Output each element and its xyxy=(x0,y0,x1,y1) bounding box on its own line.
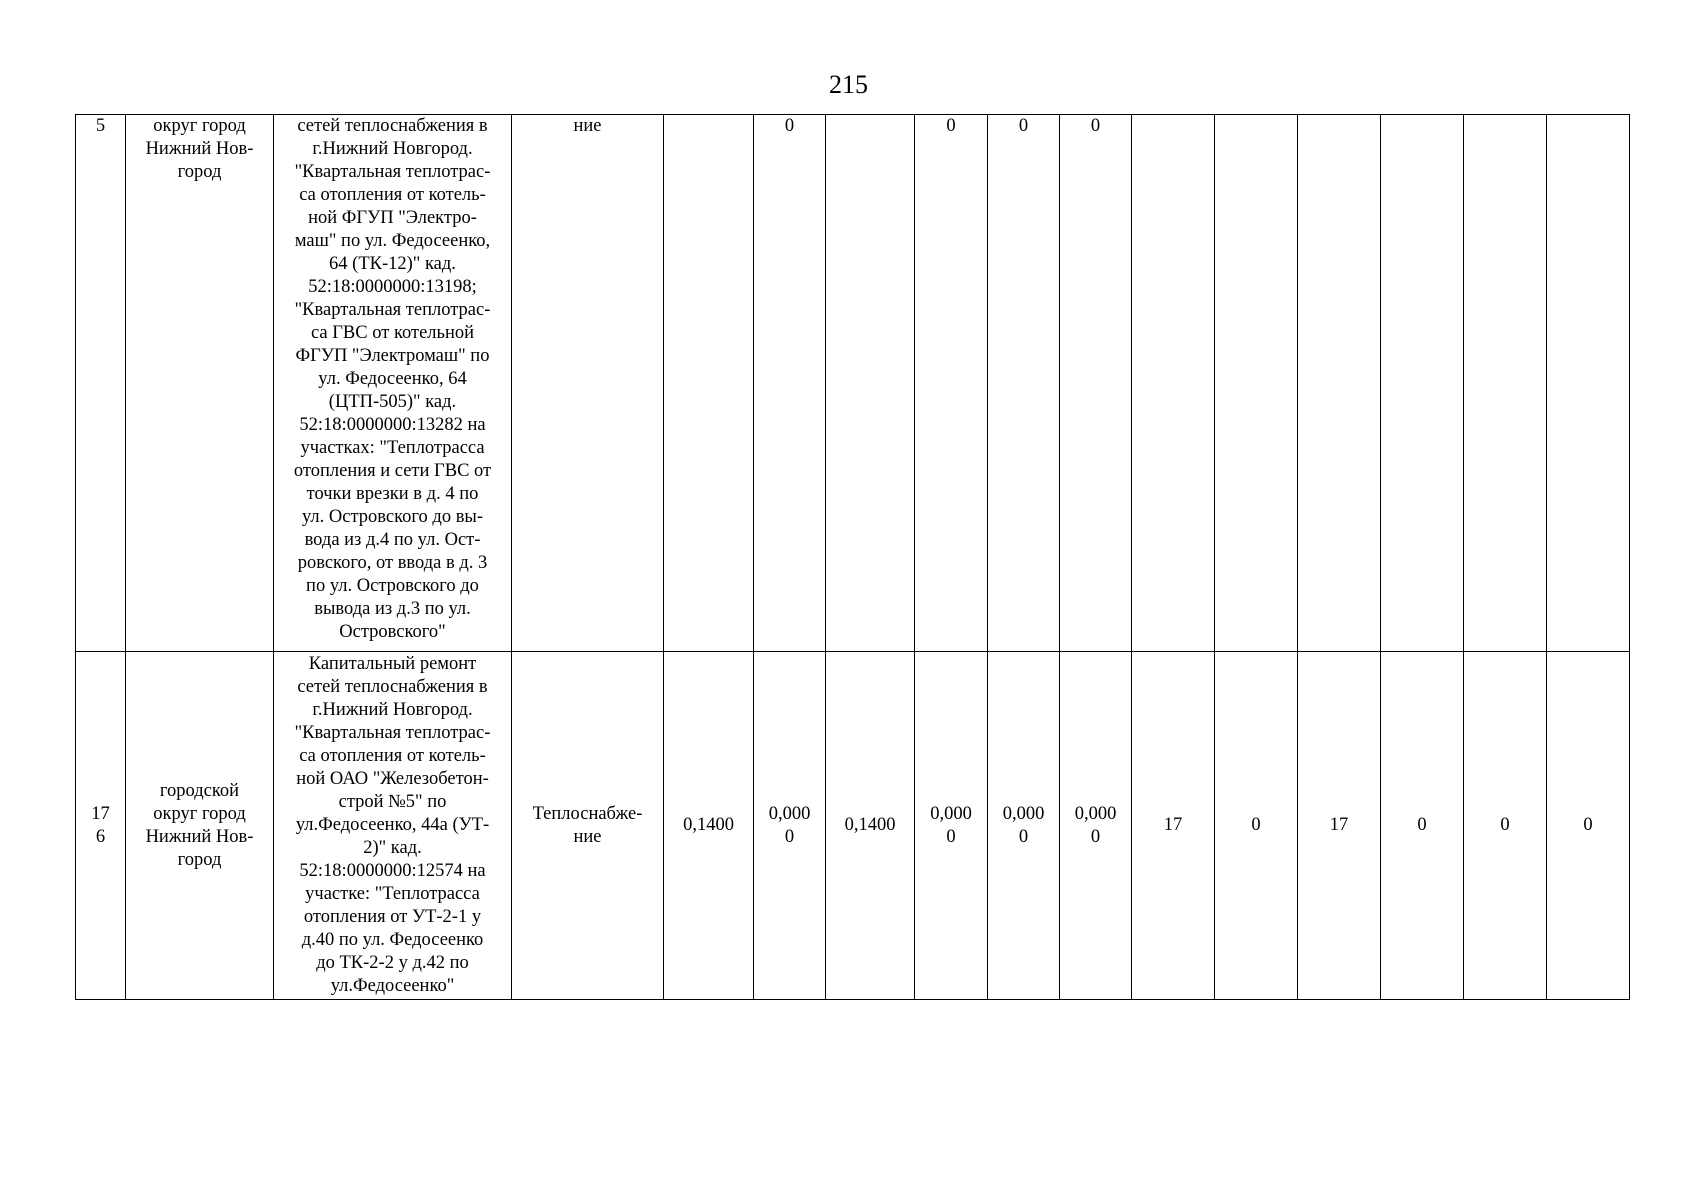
cell-value: 0 xyxy=(1464,652,1547,1000)
cell-value: 0,1400 xyxy=(826,652,915,1000)
cell-value: 0 xyxy=(988,115,1060,652)
cell-no: 5 xyxy=(76,115,126,652)
cell-value: 0,000 0 xyxy=(1060,652,1132,1000)
cell-value xyxy=(1132,115,1215,652)
cell-value xyxy=(1547,115,1630,652)
cell-value xyxy=(664,115,754,652)
table-row xyxy=(76,652,1630,1000)
cell-object: сетей теплоснабжения в г.Нижний Новгород. "Квартальная теплотрас- са отопления от котель- ной ФГУП "Электро- маш" по ул. Федосеенко, 64 (ТК-12)" кад. 52:18:0000000:13198; "Квартальная теплотрас- са ГВС от котельной ФГУП "Электромаш" по ул. Федосеенко, 64 (ЦТП-505)" кад. 52:18:0000000:13282 на участках: "Теплотрасса отопления и сети ГВС от точки врезки в д. 4 по ул. Островского до вы- вода из д.4 по ул. Ост- ровского, от ввода в д. 3 по ул. Островского до вывода из д.3 по ул. Островского" xyxy=(274,115,512,652)
table-row xyxy=(76,115,1630,652)
cell-territory: округ город Нижний Нов- город xyxy=(126,115,274,652)
cell-value: 0,000 0 xyxy=(988,652,1060,1000)
page-number: 215 xyxy=(829,70,868,99)
cell-value: 17 xyxy=(1298,652,1381,1000)
cell-value: 17 xyxy=(1132,652,1215,1000)
cell-value xyxy=(1298,115,1381,652)
cell-territory: городской округ город Нижний Нов- город xyxy=(126,652,274,1000)
cell-value: 0 xyxy=(754,115,826,652)
cell-value xyxy=(1381,115,1464,652)
cell-value: 0,000 0 xyxy=(754,652,826,1000)
cell-value: 0 xyxy=(1215,652,1298,1000)
cell-value: 0,1400 xyxy=(664,652,754,1000)
cell-no: 17 6 xyxy=(76,652,126,1000)
cell-value xyxy=(1464,115,1547,652)
cell-value: 0 xyxy=(1547,652,1630,1000)
cell-value: 0 xyxy=(1060,115,1132,652)
cell-value xyxy=(1215,115,1298,652)
data-table xyxy=(75,114,1630,1000)
cell-value xyxy=(826,115,915,652)
cell-type: Теплоснабже- ние xyxy=(512,652,664,1000)
cell-value: 0 xyxy=(915,115,988,652)
cell-type: ние xyxy=(512,115,664,652)
cell-object: Капитальный ремонт сетей теплоснабжения в г.Нижний Новгород. "Квартальная теплотрас- са отопления от котель- ной ОАО "Железобетон- строй №5" по ул.Федосеенко, 44а (УТ- 2)" кад. 52:18:0000000:12574 на участке: "Теплотрасса отопления от УТ-2-1 у д.40 по ул. Федосеенко до ТК-2-2 у д.42 по ул.Федосеенко" xyxy=(274,652,512,1000)
cell-value: 0 xyxy=(1381,652,1464,1000)
cell-value: 0,000 0 xyxy=(915,652,988,1000)
